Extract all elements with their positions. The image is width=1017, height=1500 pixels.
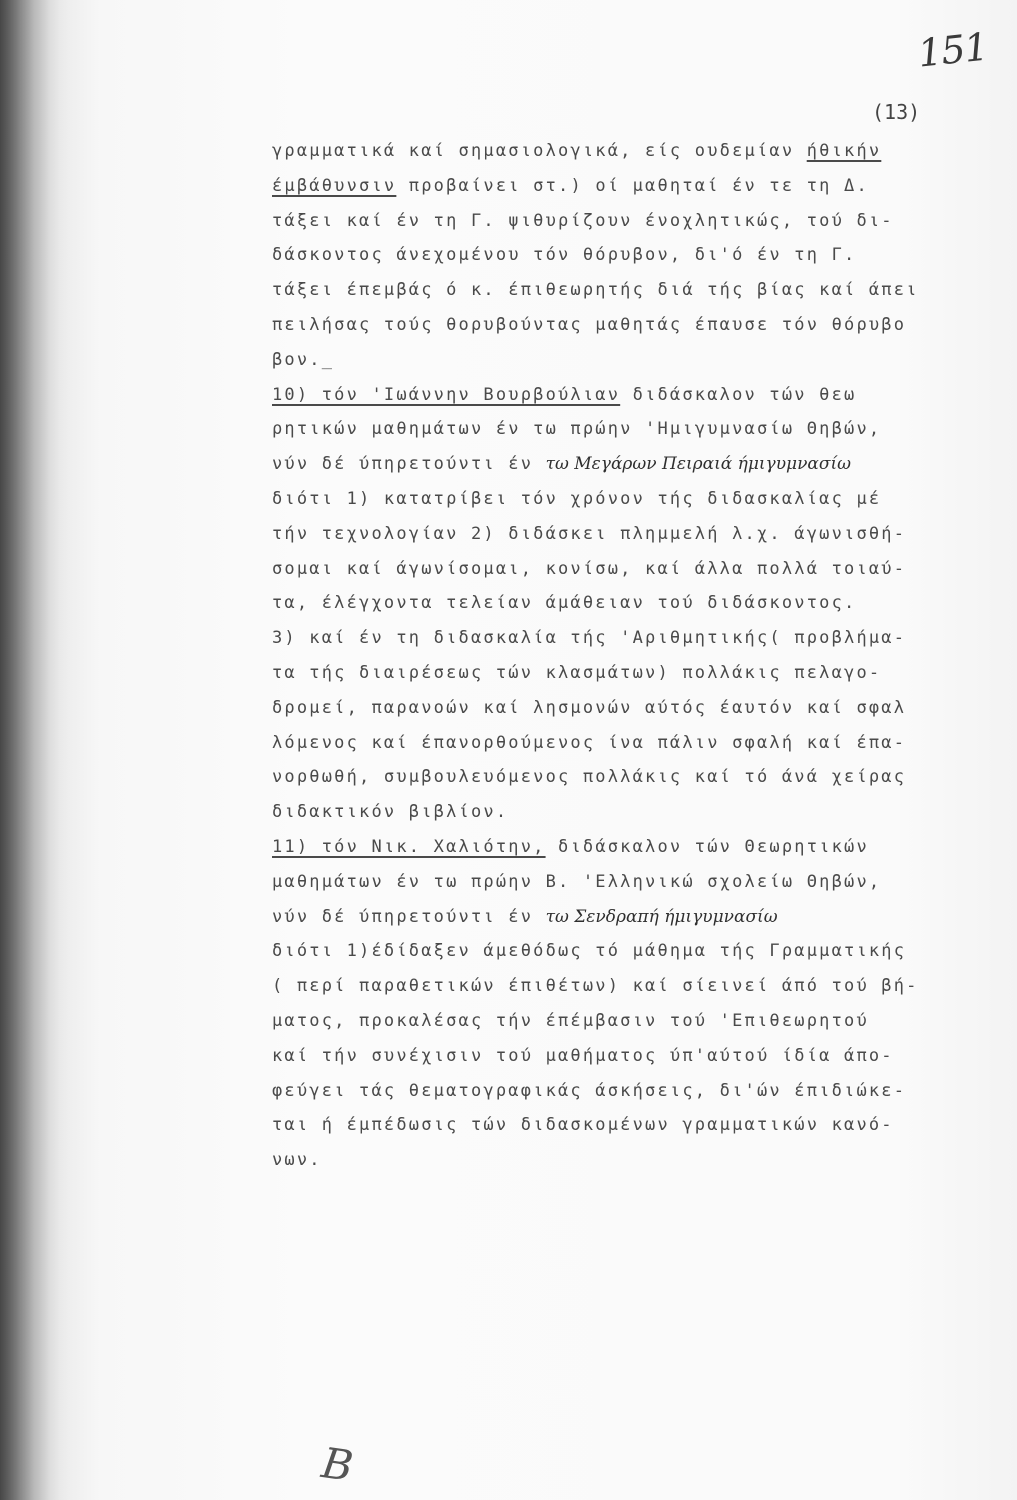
text-line xyxy=(272,865,977,900)
text-line xyxy=(272,273,977,308)
text-line xyxy=(272,517,977,552)
text-segment: λόμενος καί έπανορθούμενος ίνα πάλιν σφαλή καί έπα- xyxy=(272,732,907,753)
text-segment: νύν δέ ύπηρετούντι έν xyxy=(272,454,546,475)
text-segment: τήν τεχνολογίαν 2) διδάσκει πλημμελή λ.χ. άγωνισθή- xyxy=(272,523,907,544)
text-segment: φεύγει τάς θεματογραφικάς άσκήσεις, δι'ών έπιδιώκε- xyxy=(272,1080,907,1101)
text-line xyxy=(272,412,977,447)
handwritten-folio-number: 151 xyxy=(915,24,990,76)
text-line xyxy=(272,1074,977,1109)
text-segment: προβαίνει στ.) οί μαθηταί έν τε τη Δ. xyxy=(396,175,869,196)
typed-page-number: (13) xyxy=(872,100,921,124)
underlined-text: ήθικήν xyxy=(806,141,882,161)
text-line xyxy=(272,482,977,517)
text-segment: σομαι καί άγωνίσομαι, κονίσω, καί άλλα πολλά τοιαύ- xyxy=(272,558,907,579)
text-line xyxy=(272,343,977,378)
text-line xyxy=(272,1108,977,1143)
text-segment: πειλήσας τούς θορυβούντας μαθητάς έπαυσε τόν θόρυβο xyxy=(272,314,907,335)
text-segment: μαθημάτων έν τω πρώην Β. 'Ελληνικώ σχολείω Θηβών, xyxy=(272,871,882,892)
text-line xyxy=(272,969,977,1004)
text-segment: τάξει καί έν τη Γ. ψιθυρίζουν ένοχλητικώς, τού δι- xyxy=(272,210,894,231)
text-line xyxy=(272,308,977,343)
text-line xyxy=(272,134,977,169)
text-line xyxy=(272,691,977,726)
text-line xyxy=(272,552,977,587)
typed-body-text xyxy=(272,134,977,1178)
text-line xyxy=(272,238,977,273)
text-line xyxy=(272,447,977,482)
text-segment: διότι 1)έδίδαξεν άμεθόδως τό μάθημα τής Γραμματικής xyxy=(272,941,907,962)
text-segment: νορθωθή, συμβουλευόμενος πολλάκις καί τό άνά χείρας xyxy=(272,767,907,788)
text-line xyxy=(272,1143,977,1178)
text-segment: διότι 1) κατατρίβει τόν χρόνον τής διδασκαλίας μέ xyxy=(272,488,882,509)
underlined-text: 10) τόν 'Ιωάννην Βουρβούλιαν xyxy=(272,384,621,405)
text-line xyxy=(272,656,977,691)
text-line xyxy=(272,1039,977,1074)
text-line xyxy=(272,760,977,795)
text-segment: νων. xyxy=(272,1150,322,1171)
underlined-text: 11) τόν Νικ. Χαλιότην, xyxy=(272,836,546,857)
text-line xyxy=(272,586,977,621)
text-line xyxy=(272,1004,977,1039)
text-segment: γραμματικά καί σημασιολογικά, είς ουδεμίαν xyxy=(272,141,807,161)
text-segment: ( περί παραθετικών έπιθέτων) καί σίεινεί άπό τού βή- xyxy=(272,976,919,997)
text-segment: νύν δέ ύπηρετούντι έν xyxy=(272,906,546,927)
text-segment: βον._ xyxy=(272,349,335,370)
text-line xyxy=(272,934,977,969)
text-segment: διδάσκαλον τών θεω xyxy=(620,384,857,405)
text-segment: 3) καί έν τη διδασκαλία τής 'Αριθμητικής( προβλήμα- xyxy=(272,628,907,649)
underlined-text: έμβάθυνσιν xyxy=(272,175,397,196)
text-segment: τα τής διαιρέσεως τών κλασμάτων) πολλάκις πελαγο- xyxy=(272,662,882,683)
text-line xyxy=(272,900,977,935)
text-line xyxy=(272,621,977,656)
text-line xyxy=(272,204,977,239)
text-segment: τα, έλέγχοντα τελείαν άμάθειαν τού διδάσκοντος. xyxy=(272,593,857,614)
text-line xyxy=(272,726,977,761)
handwritten-insertion: τω Σενδραπή ήμιγυμνασίω xyxy=(545,906,778,927)
text-segment: τάξει έπεμβάς ό κ. έπιθεωρητής διά τής βίας καί άπει xyxy=(272,280,919,301)
binding-shadow xyxy=(0,0,70,1500)
text-line xyxy=(272,169,977,204)
text-segment: διδακτικόν βιβλίον. xyxy=(272,802,509,823)
text-segment: ματος, προκαλέσας τήν έπέμβασιν τού 'Επιθεωρητού xyxy=(272,1010,869,1031)
text-line xyxy=(272,795,977,830)
text-segment: καί τήν συνέχισιν τού μαθήματος ύπ'αύτού ίδία άπο- xyxy=(272,1045,894,1066)
text-segment: δάσκοντος άνεχομένου τόν θόρυβον, δι'ό έν τη Γ. xyxy=(272,245,857,266)
text-segment: δρομεί, παρανοών καί λησμονών αύτός έαυτόν καί σφαλ xyxy=(272,697,907,718)
text-line xyxy=(272,830,977,865)
text-segment: ρητικών μαθημάτων έν τω πρώην 'Ημιγυμνασίω Θηβών, xyxy=(272,419,882,440)
text-line xyxy=(272,378,977,413)
handwritten-insertion: τω Μεγάρων Πειραιά ήμιγυμνασίω xyxy=(545,454,852,475)
text-segment: ται ή έμπέδωσις τών διδασκομένων γραμματικών κανό- xyxy=(272,1115,894,1136)
handwritten-initials: Β xyxy=(318,1438,357,1491)
text-segment: διδάσκαλον τών Θεωρητικών xyxy=(545,836,869,857)
